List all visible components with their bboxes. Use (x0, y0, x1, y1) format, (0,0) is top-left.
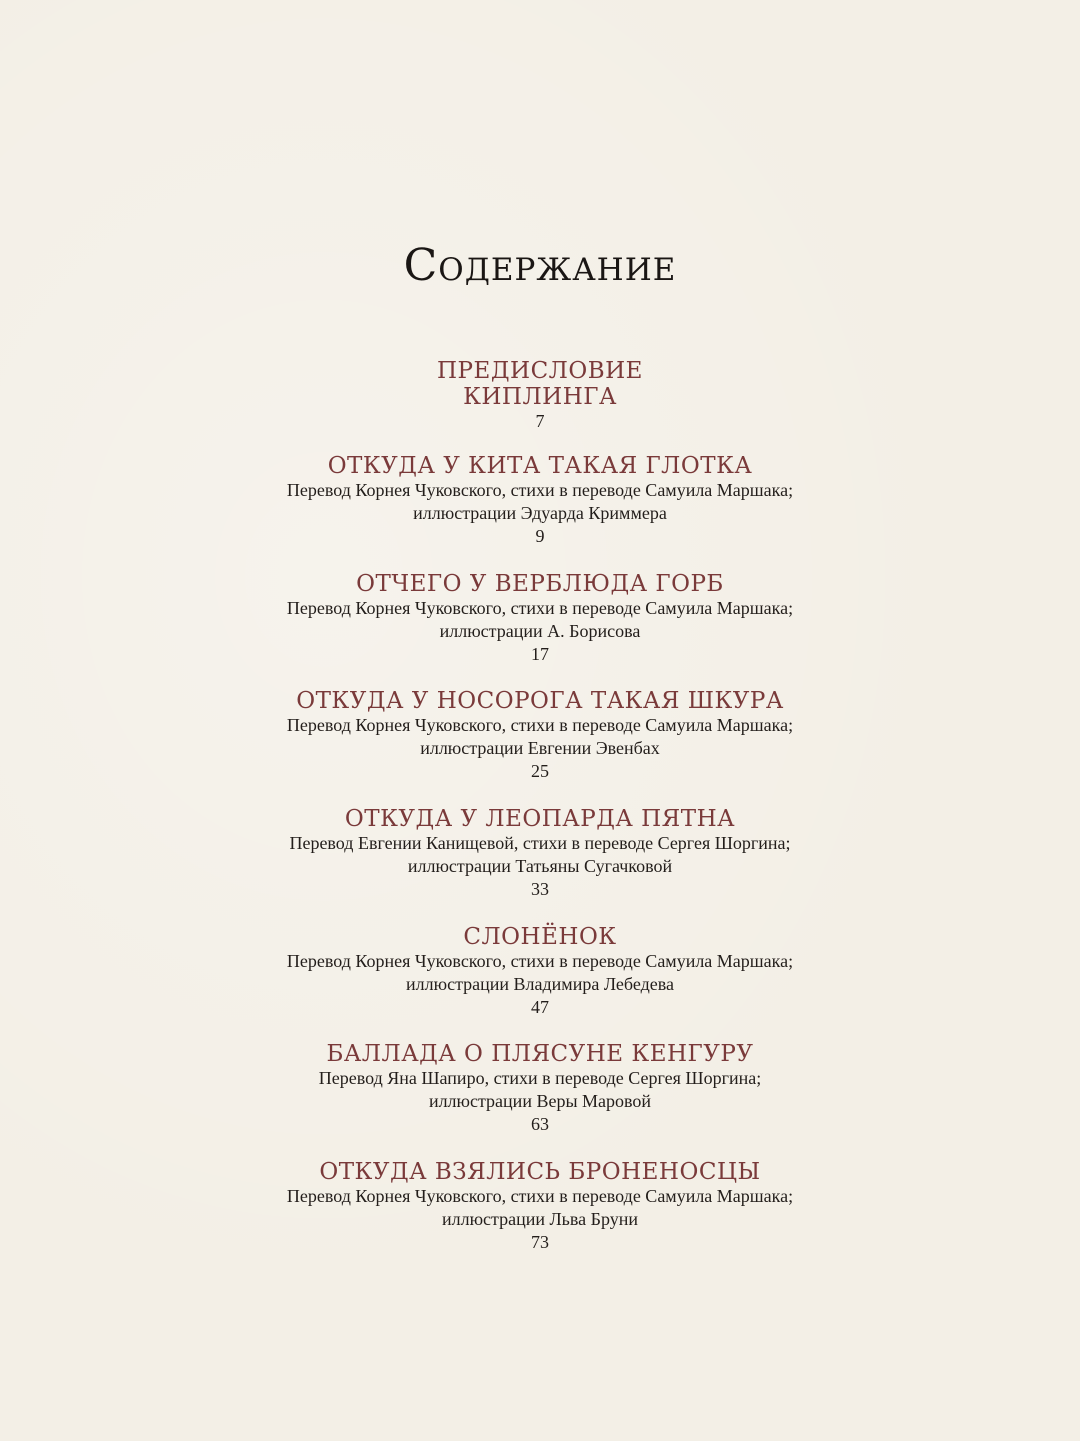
entry-credit-illustration: иллюстрации Эдуарда Криммера (413, 503, 667, 523)
entry-title: ОТКУДА У НОСОРОГА ТАКАЯ ШКУРА (296, 688, 784, 714)
toc-entry (0, 1159, 1080, 1254)
entry-credit-illustration: иллюстрации Веры Маровой (428, 1091, 652, 1111)
entry-credit-translation: Перевод Яна Шапиро, стихи в переводе Сергея Шоргина; (318, 1068, 762, 1088)
entry-credit-illustration: иллюстрации Льва Бруни (441, 1209, 639, 1229)
entry-page-number: 47 (531, 997, 549, 1017)
toc-entry (0, 453, 1080, 548)
entry-credit-illustration: иллюстрации Татьяны Сугачковой (407, 856, 673, 876)
entry-page-number: 7 (535, 411, 545, 431)
entry-title: ОТКУДА ВЗЯЛИСЬ БРОНЕНОСЦЫ (319, 1159, 761, 1185)
entry-title-line2: КИПЛИНГА (463, 384, 617, 410)
entry-page-number: 73 (531, 1232, 549, 1252)
toc-entry (0, 924, 1080, 1019)
entry-credit-illustration: иллюстрации Владимира Лебедева (406, 974, 674, 994)
entry-title: ОТКУДА У ЛЕОПАРДА ПЯТНА (344, 806, 736, 832)
entry-title: БАЛЛАДА О ПЛЯСУНЕ КЕНГУРУ (326, 1041, 754, 1067)
entry-credit-translation: Перевод Корнея Чуковского, стихи в переводе Самуила Маршака; (286, 598, 794, 618)
entry-credit-illustration: иллюстрации Евгении Эвенбах (420, 738, 660, 758)
toc-entry (0, 1041, 1080, 1136)
entry-title: ПРЕДИСЛОВИЕ (437, 358, 643, 384)
entry-page-number: 17 (531, 644, 549, 664)
entry-credit-translation: Перевод Корнея Чуковского, стихи в переводе Самуила Маршака; (286, 1186, 794, 1206)
entry-page-number: 33 (531, 879, 549, 899)
entry-credit-translation: Перевод Корнея Чуковского, стихи в переводе Самуила Маршака; (286, 715, 794, 735)
toc-entry (0, 688, 1080, 783)
toc-entry-preface (0, 358, 1080, 433)
toc-entry (0, 806, 1080, 901)
entry-credit-translation: Перевод Корнея Чуковского, стихи в переводе Самуила Маршака; (286, 480, 794, 500)
entry-credit-translation: Перевод Корнея Чуковского, стихи в переводе Самуила Маршака; (286, 951, 794, 971)
entry-title: ОТКУДА У КИТА ТАКАЯ ГЛОТКА (327, 453, 753, 479)
entry-title: ОТЧЕГО У ВЕРБЛЮДА ГОРБ (356, 571, 724, 597)
entry-page-number: 63 (531, 1114, 549, 1134)
toc-entry (0, 571, 1080, 666)
entry-title: СЛОНЁНОК (463, 924, 617, 950)
page-title: Содержание (403, 240, 677, 291)
entry-page-number: 25 (531, 761, 549, 781)
entry-credit-illustration: иллюстрации А. Борисова (439, 621, 641, 641)
entry-page-number: 9 (535, 526, 545, 546)
entry-credit-translation: Перевод Евгении Канищевой, стихи в переводе Сергея Шоргина; (289, 833, 791, 853)
